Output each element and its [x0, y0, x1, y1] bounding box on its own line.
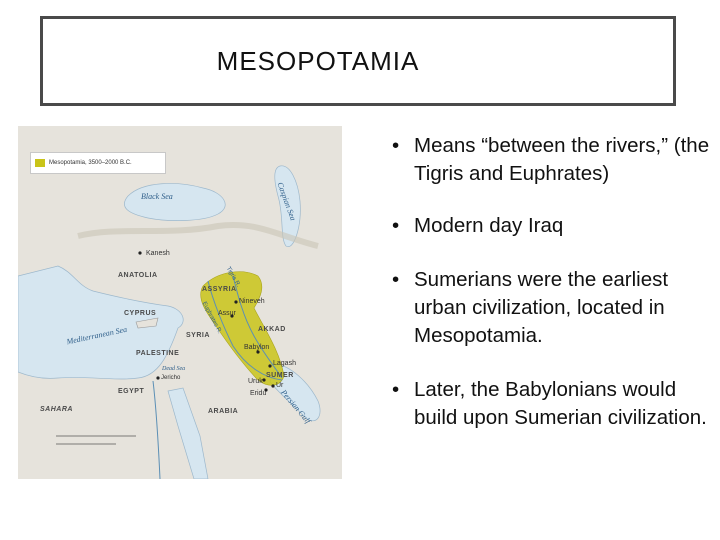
- bullet-item: [390, 376, 710, 432]
- bullet-text: Sumerians were the earliest urban civilization, located in Mesopotamia.: [414, 268, 669, 347]
- city-dot-nineveh: [234, 300, 237, 303]
- bullet-item: [390, 266, 710, 350]
- bullet-dot: •: [392, 268, 400, 291]
- bullet-text: Means “between the rivers,” (the Tigris and Euphrates): [414, 134, 710, 185]
- map-label-dead-sea: Dead Sea: [162, 366, 186, 372]
- map-label-euphrates: Euphrates R.: [200, 301, 223, 335]
- bullet-text: Modern day Iraq: [414, 214, 564, 237]
- city-dot-lagash: [268, 364, 271, 367]
- bullet-item: [390, 132, 710, 188]
- title-box: [40, 16, 676, 106]
- map-label-tigris: Tigris R.: [224, 266, 242, 289]
- map-label-arabia: ARABIA: [208, 408, 239, 415]
- map-label-persian-gulf: Persian Gulf: [279, 388, 313, 426]
- map-label-akkad: AKKAD: [258, 326, 286, 333]
- map-label-nineveh: Nineveh: [239, 298, 265, 305]
- map-label-kanesh: Kanesh: [146, 250, 170, 257]
- map-label-ur: Ur: [276, 382, 284, 389]
- bullet-text: Later, the Babylonians would build upon Sumerian civilization.: [414, 378, 707, 429]
- map-legend: [30, 152, 166, 174]
- bullet-dot: •: [392, 378, 400, 401]
- map-label-babylon: Babylon: [244, 344, 270, 351]
- map-label-anatolia: ANATOLIA: [118, 272, 158, 279]
- map-label-sumer: SUMER: [266, 372, 294, 379]
- map-label-sahara: SAHARA: [40, 406, 73, 413]
- map-label-uruk: Uruk: [248, 378, 263, 385]
- map-label-eridu: Eridu: [250, 390, 267, 397]
- city-dot-kanesh: [138, 251, 141, 254]
- legend-label: Mesopotamia, 3500–2000 B.C.: [49, 160, 132, 166]
- city-dot-jericho: [156, 376, 159, 379]
- map-label-assur: Assur: [218, 310, 236, 317]
- map-label-assyria: ASSYRIA: [202, 286, 237, 293]
- legend-swatch: [35, 159, 45, 167]
- map-label-jericho: Jericho: [161, 375, 181, 381]
- bullet-dot: •: [392, 134, 400, 157]
- map-label-caspian-sea: Caspian Sea: [275, 181, 298, 222]
- map-label-mediterranean-sea: Mediterranean Sea: [65, 324, 128, 347]
- bullet-item: [390, 212, 710, 240]
- map-label-lagash: Lagash: [273, 360, 296, 367]
- mesopotamia-map: [18, 126, 342, 479]
- map-label-egypt: EGYPT: [118, 388, 145, 395]
- bullet-list: [390, 132, 710, 432]
- map-label-palestine: PALESTINE: [136, 350, 180, 357]
- map-label-cyprus: CYPRUS: [124, 310, 157, 317]
- bullet-dot: •: [392, 214, 400, 237]
- map-label-syria: SYRIA: [186, 332, 210, 339]
- map-label-black-sea: Black Sea: [141, 192, 173, 201]
- slide-title: MESOPOTAMIA: [216, 45, 420, 76]
- map-graphic: [18, 126, 342, 479]
- city-dot-ur: [271, 384, 274, 387]
